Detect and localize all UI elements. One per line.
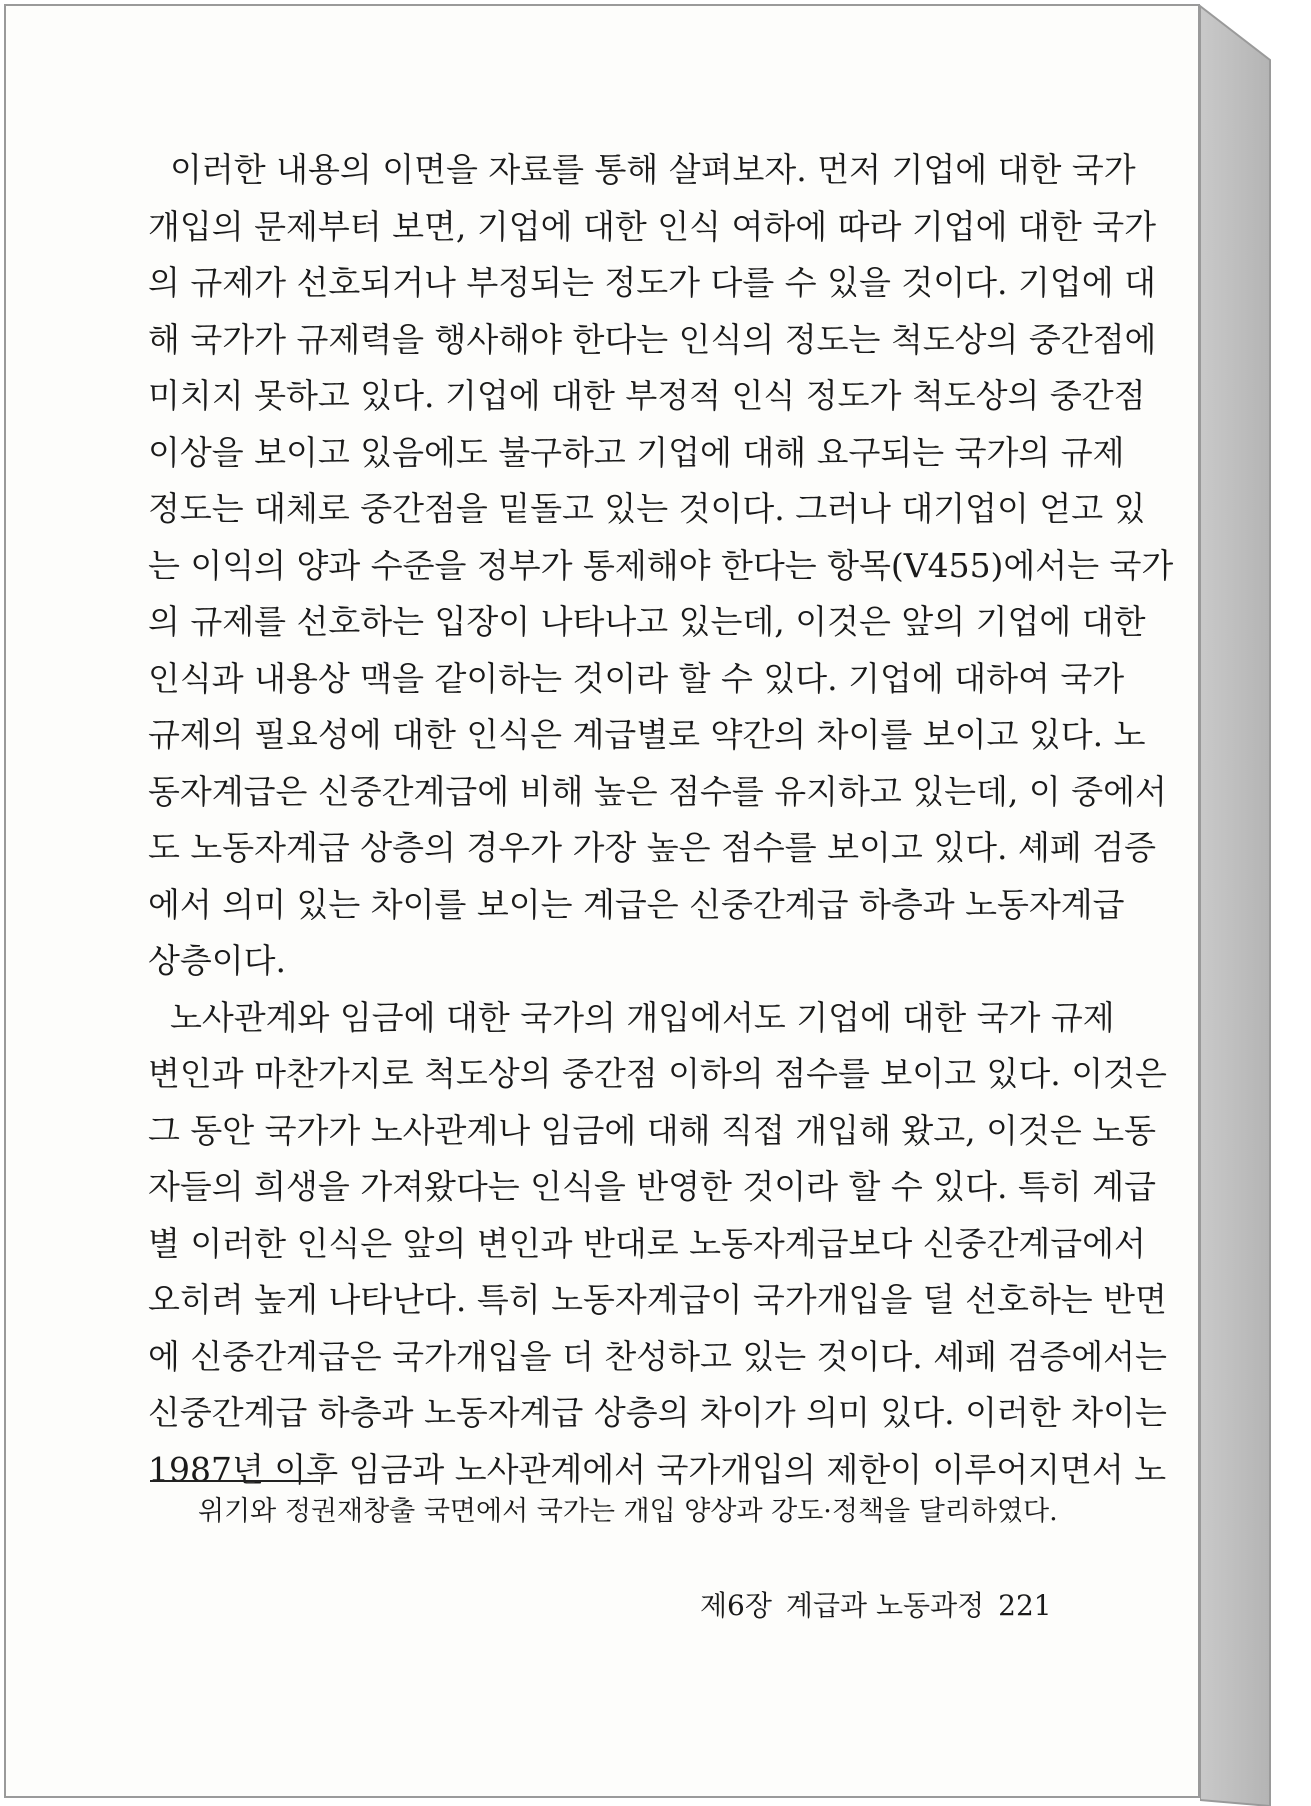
paragraph-line: 이러한 내용의 이면을 자료를 통해 살펴보자. 먼저 기업에 대한 국가 bbox=[170, 150, 1136, 189]
footer-chapter: 제6장 bbox=[700, 1589, 772, 1622]
paragraph-line: 1987년 이후 임금과 노사관계에서 국가개입의 제한이 이루어지면서 노 bbox=[148, 1449, 1167, 1489]
paragraph-line: 에서 의미 있는 차이를 보이는 계급은 신중간계급 하층과 노동자계급 bbox=[148, 884, 1125, 924]
paragraph-line: 는 이익의 양과 수준을 정부가 통제해야 한다는 항목(V455)에서는 국가 bbox=[148, 545, 1174, 585]
running-footer bbox=[700, 1586, 1052, 1626]
paragraph-line: 미치지 못하고 있다. 기업에 대한 부정적 인식 정도가 척도상의 중간점 bbox=[148, 376, 1146, 415]
paragraph-line: 정도는 대체로 중간점을 밑돌고 있는 것이다. 그러나 대기업이 얻고 있 bbox=[148, 489, 1146, 528]
footnote-divider bbox=[150, 1480, 320, 1482]
book-page-edge bbox=[1200, 0, 1311, 1806]
paragraph-line: 동자계급은 신중간계급에 비해 높은 점수를 유지하고 있는데, 이 중에서 bbox=[148, 771, 1167, 811]
paragraph-line: 규제의 필요성에 대한 인식은 계급별로 약간의 차이를 보이고 있다. 노 bbox=[148, 715, 1146, 754]
paragraph-line: 그 동안 국가가 노사관계나 임금에 대해 직접 개입해 왔고, 이것은 노동 bbox=[148, 1110, 1156, 1150]
paragraph-line: 도 노동자계급 상층의 경우가 가장 높은 점수를 보이고 있다. 셰페 검증 bbox=[148, 828, 1156, 867]
paragraph-line: 오히려 높게 나타난다. 특히 노동자계급이 국가개입을 덜 선호하는 반면 bbox=[148, 1280, 1167, 1319]
paragraph-line: 의 규제를 선호하는 입장이 나타나고 있는데, 이것은 앞의 기업에 대한 bbox=[148, 602, 1146, 641]
paragraph-line: 변인과 마찬가지로 척도상의 중간점 이하의 점수를 보이고 있다. 이것은 bbox=[148, 1054, 1167, 1093]
paragraph-line: 이상을 보이고 있음에도 불구하고 기업에 대해 요구되는 국가의 규제 bbox=[148, 432, 1125, 472]
page-number: 221 bbox=[998, 1589, 1052, 1622]
paragraph-line: 상층이다. bbox=[148, 941, 287, 980]
paragraph-line: 의 규제가 선호되거나 부정되는 정도가 다를 수 있을 것이다. 기업에 대 bbox=[148, 263, 1156, 302]
paragraph-line: 에 신중간계급은 국가개입을 더 찬성하고 있는 것이다. 셰페 검증에서는 bbox=[148, 1336, 1167, 1376]
footer-title: 계급과 노동과정 bbox=[785, 1589, 985, 1622]
body-text bbox=[148, 142, 1174, 1498]
paragraph-line: 별 이러한 인식은 앞의 변인과 반대로 노동자계급보다 신중간계급에서 bbox=[148, 1223, 1146, 1263]
paragraph-line: 인식과 내용상 맥을 같이하는 것이라 할 수 있다. 기업에 대하여 국가 bbox=[148, 658, 1125, 698]
paragraph-line: 해 국가가 규제력을 행사해야 한다는 인식의 정도는 척도상의 중간점에 bbox=[148, 319, 1157, 359]
footnote-text: 위기와 정권재창출 국면에서 국가는 개입 양상과 강도·정책을 달리하였다. bbox=[198, 1496, 1058, 1527]
paragraph-line: 노사관계와 임금에 대한 국가의 개입에서도 기업에 대한 국가 규제 bbox=[170, 997, 1115, 1037]
paragraph-line: 개입의 문제부터 보면, 기업에 대한 인식 여하에 따라 기업에 대한 국가 bbox=[148, 206, 1156, 246]
paragraph-line: 신중간계급 하층과 노동자계급 상층의 차이가 의미 있다. 이러한 차이는 bbox=[148, 1393, 1167, 1432]
paragraph-line: 자들의 희생을 가져왔다는 인식을 반영한 것이라 할 수 있다. 특히 계급 bbox=[148, 1167, 1156, 1206]
